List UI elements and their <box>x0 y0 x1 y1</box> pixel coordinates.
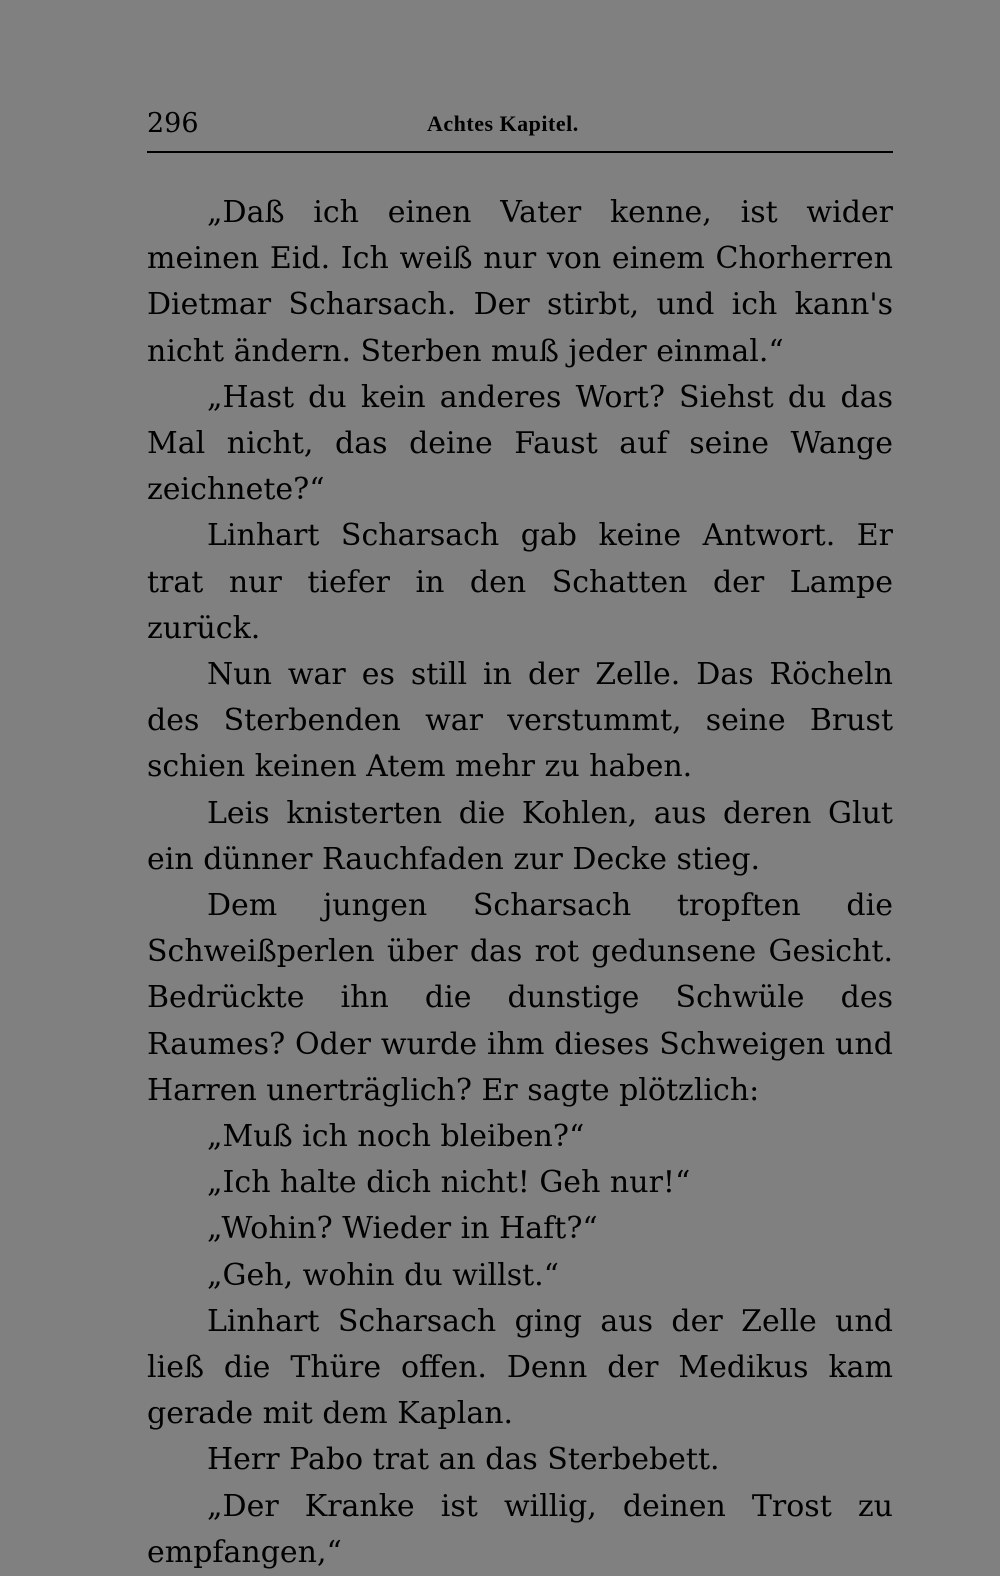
running-title: Achtes Kapitel. <box>427 111 579 136</box>
paragraph: „Muß ich noch bleiben?“ <box>207 1119 585 1155</box>
paragraph: Linhart Scharsach ging aus der Zelle und ließ die Thüre offen. Denn der Medikus kam gerade mit dem Kaplan. <box>147 1303 893 1432</box>
page-number: 296 <box>147 108 199 139</box>
paragraph: Nun war es still in der Zelle. Das Röcheln des Sterbenden war verstummt, seine Brust schien keinen Atem mehr zu haben. <box>147 657 893 785</box>
page-header <box>147 104 893 144</box>
paragraph: „Ich halte dich nicht! Geh nur!“ <box>207 1165 691 1201</box>
paragraph: „Daß ich einen Vater kenne, ist wider meinen Eid. Ich weiß nur von einem Chorherren Dietmar Scharsach. Der stirbt, und ich kann's nicht ändern. Sterben muß jeder einmal.“ <box>147 195 893 369</box>
paragraph: Dem jungen Scharsach tropften die Schweißperlen über das rot gedunsene Gesicht. Bedrückte ihn die dunstige Schwüle des Raumes? Oder wurde ihm dieses Schweigen und Harren unerträglich? Er sagte plötzlich: <box>147 888 893 1108</box>
paragraph: „Geh, wohin du willst.“ <box>207 1257 560 1293</box>
body-text <box>147 190 893 1576</box>
paragraph: „Wohin? Wieder in Haft?“ <box>207 1211 598 1247</box>
paragraph: Herr Pabo trat an das Sterbebett. <box>207 1442 720 1478</box>
header-rule <box>147 151 893 153</box>
paragraph: „Hast du kein anderes Wort? Siehst du das Mal nicht, das deine Faust auf seine Wange zeichnete?“ <box>147 379 893 508</box>
paragraph: Leis knisterten die Kohlen, aus deren Glut ein dünner Rauchfaden zur Decke stieg. <box>147 795 893 877</box>
paragraph: Linhart Scharsach gab keine Antwort. Er trat nur tiefer in den Schatten der Lampe zurück. <box>147 518 893 646</box>
paragraph: „Der Kranke ist willig, deinen Trost zu empfangen,“ <box>147 1488 893 1570</box>
